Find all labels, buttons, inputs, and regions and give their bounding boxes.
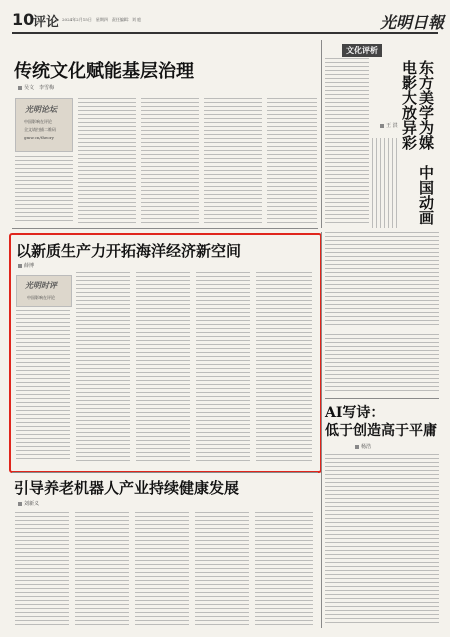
article-4-subheadline: 低于创造高于平庸 [325,423,437,439]
article-2-text-col1 [16,310,70,462]
article-1-text-col2 [78,98,136,224]
article-1-text-col3 [141,98,199,224]
article-1-author: 吴文 李雪梅 [18,84,54,91]
forum-badge [15,98,73,152]
commentary-badge-sub: 中国影响在评论 [27,295,55,300]
article-4-text [325,454,439,626]
right-column-text-upper [325,232,439,328]
article-1-headline: 传统文化赋能基层治理 [14,61,194,82]
article-2-text-col4 [196,272,250,462]
page-number: 10 [12,10,35,29]
article-1-text-col5 [267,98,317,224]
commentary-badge [16,275,72,307]
forum-badge-sub1: 中国影响在评论 [24,119,52,124]
article-3-text-col1 [15,512,69,626]
article-3-text-col4 [195,512,249,626]
forum-badge-sub2: 全文请扫描二维码 [24,127,56,132]
right-column-text-mid [325,334,439,394]
article-1-text-col1 [15,156,73,224]
right-column-separator [321,232,322,628]
right-article-separator [325,398,439,399]
newspaper-name: 光明日報 [380,13,445,32]
section-separator-2 [12,472,318,473]
article-2-headline: 以新质生产力开拓海洋经济新空间 [16,242,242,260]
column-box-label: 文化评析 [342,44,382,57]
article-2-author: 薛博 [18,262,34,269]
article-3-text-col5 [255,512,313,626]
article-4-headline: AI写诗： [325,405,385,421]
section-separator-1 [12,228,318,229]
section-name: 评论 [33,15,60,30]
masthead-rule [12,32,438,34]
article-3-author: 刘新义 [18,500,39,507]
column-box-left-rule [321,40,322,228]
article-3-text-col3 [135,512,189,626]
forum-badge-sub3: gmw.cn/theory [24,135,54,140]
column-box-author: 王 洪 [380,122,398,129]
column-box-text-col2 [372,138,398,228]
article-2-text-col2 [76,272,130,462]
column-box-text-col1 [325,58,369,226]
article-2-text-col5 [256,272,312,462]
forum-badge-title: 光明论坛 [25,104,57,114]
article-3-headline: 引导养老机器人产业持续健康发展 [14,479,240,497]
commentary-badge-title: 光明时评 [25,280,57,290]
article-2-text-col3 [136,272,190,462]
date-line: 2024年2月15日 星期四 责任编辑：刘 庭 [62,17,142,22]
article-1-text-col4 [204,98,262,224]
masthead [0,0,450,44]
column-box-headline: 东方美学为媒 中国动画电影大放异彩 [400,60,435,225]
article-3-text-col2 [75,512,129,626]
article-4-author: 杨浩 [355,443,371,450]
